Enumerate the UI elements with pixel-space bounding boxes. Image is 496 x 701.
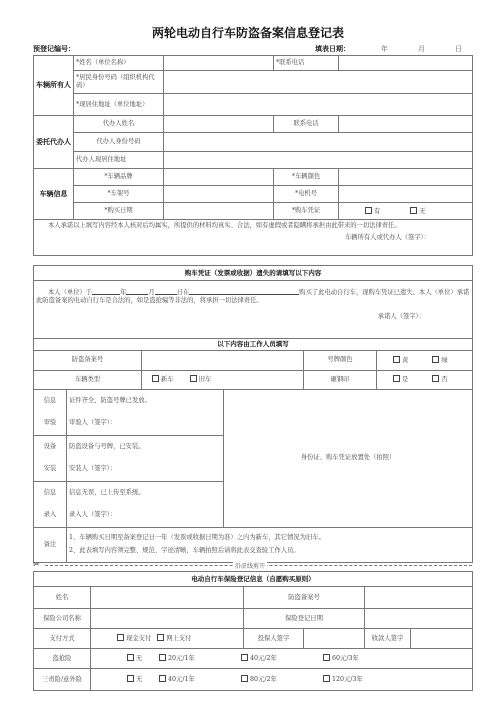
vehicle-frame-label: *车架号 bbox=[74, 186, 164, 203]
checkbox-icon bbox=[410, 207, 417, 214]
staff-plate-no-label: 防盗备案号 bbox=[34, 350, 142, 370]
insurance-heading: 电动自行车保险登记信息（自愿购买原则） bbox=[34, 572, 473, 587]
ins-date-field[interactable] bbox=[365, 609, 473, 629]
lost-day-blank[interactable] bbox=[155, 287, 177, 295]
agent-id-label: 代办人身份号码 bbox=[74, 133, 164, 152]
vehicle-invoice-options bbox=[339, 203, 473, 220]
agent-section-label: 委托代办人 bbox=[34, 116, 74, 169]
verify-key-1: 信息 bbox=[34, 389, 67, 412]
stamped-yes-label: 是 bbox=[402, 376, 409, 384]
owner-vehicle-table bbox=[33, 55, 473, 256]
stamped-no-option[interactable] bbox=[432, 376, 447, 383]
theft-option-label: 无 bbox=[136, 655, 143, 663]
staff-heading: 以下内容由工作人员填写 bbox=[34, 338, 473, 350]
ins-name-field[interactable] bbox=[91, 587, 244, 609]
vehicle-brand-field[interactable] bbox=[164, 169, 274, 186]
theft-label: 盗抢险 bbox=[34, 649, 91, 669]
lost-month-label: 月 bbox=[148, 289, 155, 296]
lost-year-blank[interactable] bbox=[92, 287, 120, 295]
type-new-option[interactable] bbox=[152, 376, 174, 383]
checkbox-icon bbox=[127, 654, 134, 661]
agent-name-label: 代办人姓名 bbox=[74, 116, 164, 133]
checkbox-icon bbox=[190, 375, 197, 382]
verify-sign[interactable]: 审验人（签字）： bbox=[67, 412, 224, 435]
owner-name-label: *姓名（单位名称） bbox=[74, 56, 164, 71]
verify-line-1: 证件齐全，防盗号牌已发放。 bbox=[67, 389, 224, 412]
insurance-table bbox=[33, 571, 473, 691]
ins-company-field[interactable] bbox=[91, 609, 244, 629]
agent-address-label: 代办人现居住地址 bbox=[74, 152, 164, 169]
theft-option-label: 40元/2年 bbox=[250, 655, 277, 663]
entry-key-1: 信息 bbox=[34, 481, 67, 504]
stamped-no-label: 否 bbox=[441, 376, 448, 384]
theft-option-label: 20元/1年 bbox=[168, 655, 195, 663]
pay-cash-option[interactable] bbox=[117, 635, 151, 642]
promise-sign: 车辆所有人或代办人（签字）： bbox=[344, 233, 430, 241]
staff-table bbox=[33, 338, 473, 563]
lost-year-label: 年 bbox=[120, 289, 127, 296]
agent-id-field[interactable] bbox=[164, 133, 473, 152]
invoice-no-label: 无 bbox=[419, 207, 426, 215]
pre-registration-no-label: 预登记编号： bbox=[33, 45, 75, 53]
insured-sign-label: 投保人签字 bbox=[244, 629, 304, 649]
theft-option-2[interactable] bbox=[241, 654, 321, 663]
pay-online-label: 网上支付 bbox=[166, 635, 192, 643]
staff-plate-color-label: 号牌颜色 bbox=[304, 350, 377, 370]
lost-p2: 购买了此电动自行车，现购车凭证已遗失。本人（单位）承诺此防盗备案的电动自行车是合法的，如是盗抢骗等非法的，将承担一切法律责任。 bbox=[36, 289, 470, 304]
checkbox-icon bbox=[157, 634, 164, 641]
form-title: 两轮电动自行车防盗备案信息登记表 bbox=[151, 26, 344, 40]
scissors-icon: ✂ bbox=[33, 560, 40, 569]
note-line-2: 2、此表填写内容须完整、规范、字迹清晰，车辆拍照后请将此表交查验工作人员。 bbox=[69, 547, 300, 554]
third-party-label: 三责险/意外险 bbox=[34, 669, 91, 691]
third-party-options bbox=[91, 669, 473, 691]
vehicle-frame-field[interactable] bbox=[164, 186, 274, 203]
lost-sign: 承诺人（签字）： bbox=[377, 312, 425, 320]
day-label: 日 bbox=[455, 45, 462, 53]
note-line-1: 1、车辆购买日期至备案登记日一年（发票或收据日期为准）之内为新车，其它情况为旧车。 bbox=[69, 534, 325, 542]
agent-name-field[interactable] bbox=[164, 116, 274, 133]
cut-line bbox=[33, 561, 472, 569]
checkbox-icon bbox=[432, 356, 439, 363]
invoice-no-option[interactable] bbox=[410, 208, 425, 215]
ins-pay-label: 支付方式 bbox=[34, 629, 91, 649]
verify-key-2: 审验 bbox=[34, 412, 67, 435]
checkbox-icon bbox=[323, 654, 330, 661]
install-sign[interactable]: 安装人（签字）： bbox=[67, 458, 224, 481]
month-label: 月 bbox=[418, 45, 425, 53]
ins-company-label: 保险公司名称 bbox=[34, 609, 91, 629]
theft-option-3[interactable] bbox=[323, 654, 383, 663]
entry-sign[interactable]: 录入人（签字）： bbox=[67, 504, 224, 527]
fill-date-label: 填表日期： bbox=[315, 45, 350, 53]
note-cell bbox=[67, 527, 473, 562]
checkbox-icon bbox=[323, 675, 330, 682]
checkbox-icon bbox=[432, 375, 439, 382]
vehicle-color-label: *车辆颜色 bbox=[274, 169, 339, 186]
agent-phone-field[interactable] bbox=[339, 116, 473, 133]
year-label: 年 bbox=[381, 45, 388, 53]
lost-invoice-cell bbox=[34, 281, 473, 339]
vehicle-brand-label: *车辆品牌 bbox=[74, 169, 164, 186]
note-key: 备注 bbox=[34, 527, 67, 562]
checkbox-icon bbox=[393, 375, 400, 382]
install-key-1: 设备 bbox=[34, 435, 67, 458]
checkbox-icon bbox=[117, 634, 124, 641]
lost-invoice-heading: 购车凭证（发票或收据）遗失的请填写以下内容 bbox=[34, 266, 473, 281]
ins-date-label: 保险登记日期 bbox=[244, 609, 365, 629]
checkbox-icon bbox=[241, 675, 248, 682]
checkbox-icon bbox=[159, 654, 166, 661]
checkbox-icon bbox=[152, 375, 159, 382]
third-option-3[interactable] bbox=[323, 675, 383, 684]
vehicle-motor-field[interactable] bbox=[339, 186, 473, 203]
theft-option-0[interactable] bbox=[127, 654, 157, 663]
ins-name-label: 姓名 bbox=[34, 587, 91, 609]
stamped-options bbox=[377, 370, 473, 389]
lost-invoice-table bbox=[33, 265, 473, 339]
checkbox-icon bbox=[241, 654, 248, 661]
owner-id-field[interactable] bbox=[164, 71, 473, 94]
owner-address-field[interactable] bbox=[164, 94, 473, 116]
vehicle-section-label: 车辆信息 bbox=[34, 169, 74, 220]
third-option-2[interactable] bbox=[241, 675, 321, 684]
owner-phone-label: *联系电话 bbox=[274, 56, 339, 71]
checkbox-icon bbox=[365, 207, 372, 214]
cut-label: 沿虚线剪开 bbox=[235, 563, 266, 570]
plate-color-options bbox=[377, 350, 473, 370]
plate-yellow-option[interactable] bbox=[393, 357, 408, 364]
lost-day-label: 日在 bbox=[176, 289, 190, 296]
third-option-label: 无 bbox=[136, 676, 143, 684]
install-line-1: 防盗设备与号牌，已安装。 bbox=[67, 435, 224, 458]
lost-invoice-text bbox=[36, 287, 470, 305]
theft-option-label: 60元/3年 bbox=[332, 655, 359, 663]
staff-type-label: 车辆类型 bbox=[34, 370, 142, 389]
lost-place-blank[interactable] bbox=[189, 287, 299, 295]
vehicle-buy-date-label: *购买日期 bbox=[74, 203, 164, 220]
theft-option-1[interactable] bbox=[159, 654, 239, 663]
pay-cash-label: 现金支付 bbox=[126, 635, 152, 643]
pay-options bbox=[91, 629, 244, 649]
owner-address-label: *现居住地址（单位地址） bbox=[74, 94, 164, 116]
third-option-label: 40元/1年 bbox=[168, 676, 195, 684]
third-option-1[interactable] bbox=[159, 675, 239, 684]
plate-green-label: 绿 bbox=[441, 356, 448, 364]
checkbox-icon bbox=[393, 356, 400, 363]
promise-text: 本人承诺以上填写内容经本人核对后均属实，所提供的材料均真实、合法，如有虚假或者隐瞒将承担由此带来的一切法律责任。 bbox=[48, 222, 401, 229]
pay-online-option[interactable] bbox=[157, 635, 191, 642]
owner-name-field[interactable] bbox=[164, 56, 274, 71]
checkbox-icon bbox=[127, 675, 134, 682]
third-option-0[interactable] bbox=[127, 675, 157, 684]
install-key-2: 安装 bbox=[34, 458, 67, 481]
plate-yellow-label: 黄 bbox=[402, 356, 409, 364]
agent-address-field[interactable] bbox=[164, 152, 473, 169]
vehicle-type-options bbox=[142, 370, 304, 389]
receiver-sign-label: 收款人签字 bbox=[365, 629, 411, 649]
theft-options bbox=[91, 649, 473, 669]
owner-id-label: *居民身份号码（组织机构代码） bbox=[74, 71, 164, 94]
plate-green-option[interactable] bbox=[432, 357, 447, 364]
lost-p1: 本人（单位）于 bbox=[48, 289, 93, 296]
owner-phone-field[interactable] bbox=[339, 56, 473, 71]
promise-cell bbox=[34, 220, 473, 256]
invoice-yes-option[interactable] bbox=[365, 208, 380, 215]
receiver-sign-field[interactable] bbox=[411, 629, 473, 649]
type-old-label: 旧车 bbox=[198, 376, 212, 384]
vehicle-invoice-label: *购车凭证 bbox=[274, 203, 339, 220]
third-option-label: 120元/3年 bbox=[332, 676, 363, 684]
staff-stamped-label: 砸钢印 bbox=[304, 370, 377, 389]
vehicle-buy-date-field[interactable] bbox=[164, 203, 274, 220]
staff-plate-no-field[interactable] bbox=[142, 350, 304, 370]
insured-sign-field[interactable] bbox=[304, 629, 365, 649]
photo-area[interactable] bbox=[224, 389, 473, 527]
invoice-yes-label: 有 bbox=[374, 207, 381, 215]
stamped-yes-option[interactable] bbox=[393, 376, 408, 383]
entry-line-1: 信息无误，已上传至系统。 bbox=[67, 481, 224, 504]
type-new-label: 新车 bbox=[161, 376, 174, 384]
ins-plate-field[interactable] bbox=[365, 587, 473, 609]
photo-area-label: 身份证、购车凭证放置处（拍照） bbox=[300, 454, 396, 462]
owner-section-label: 车辆所有人 bbox=[34, 56, 74, 116]
entry-key-2: 录入 bbox=[34, 504, 67, 527]
agent-phone-label: 联系电话 bbox=[274, 116, 339, 133]
type-old-option[interactable] bbox=[190, 376, 212, 383]
vehicle-motor-label: *电机号 bbox=[274, 186, 339, 203]
checkbox-icon bbox=[159, 675, 166, 682]
vehicle-color-field[interactable] bbox=[339, 169, 473, 186]
third-option-label: 80元/2年 bbox=[250, 676, 277, 684]
lost-month-blank[interactable] bbox=[126, 287, 148, 295]
ins-plate-label: 防盗备案号 bbox=[244, 587, 365, 609]
